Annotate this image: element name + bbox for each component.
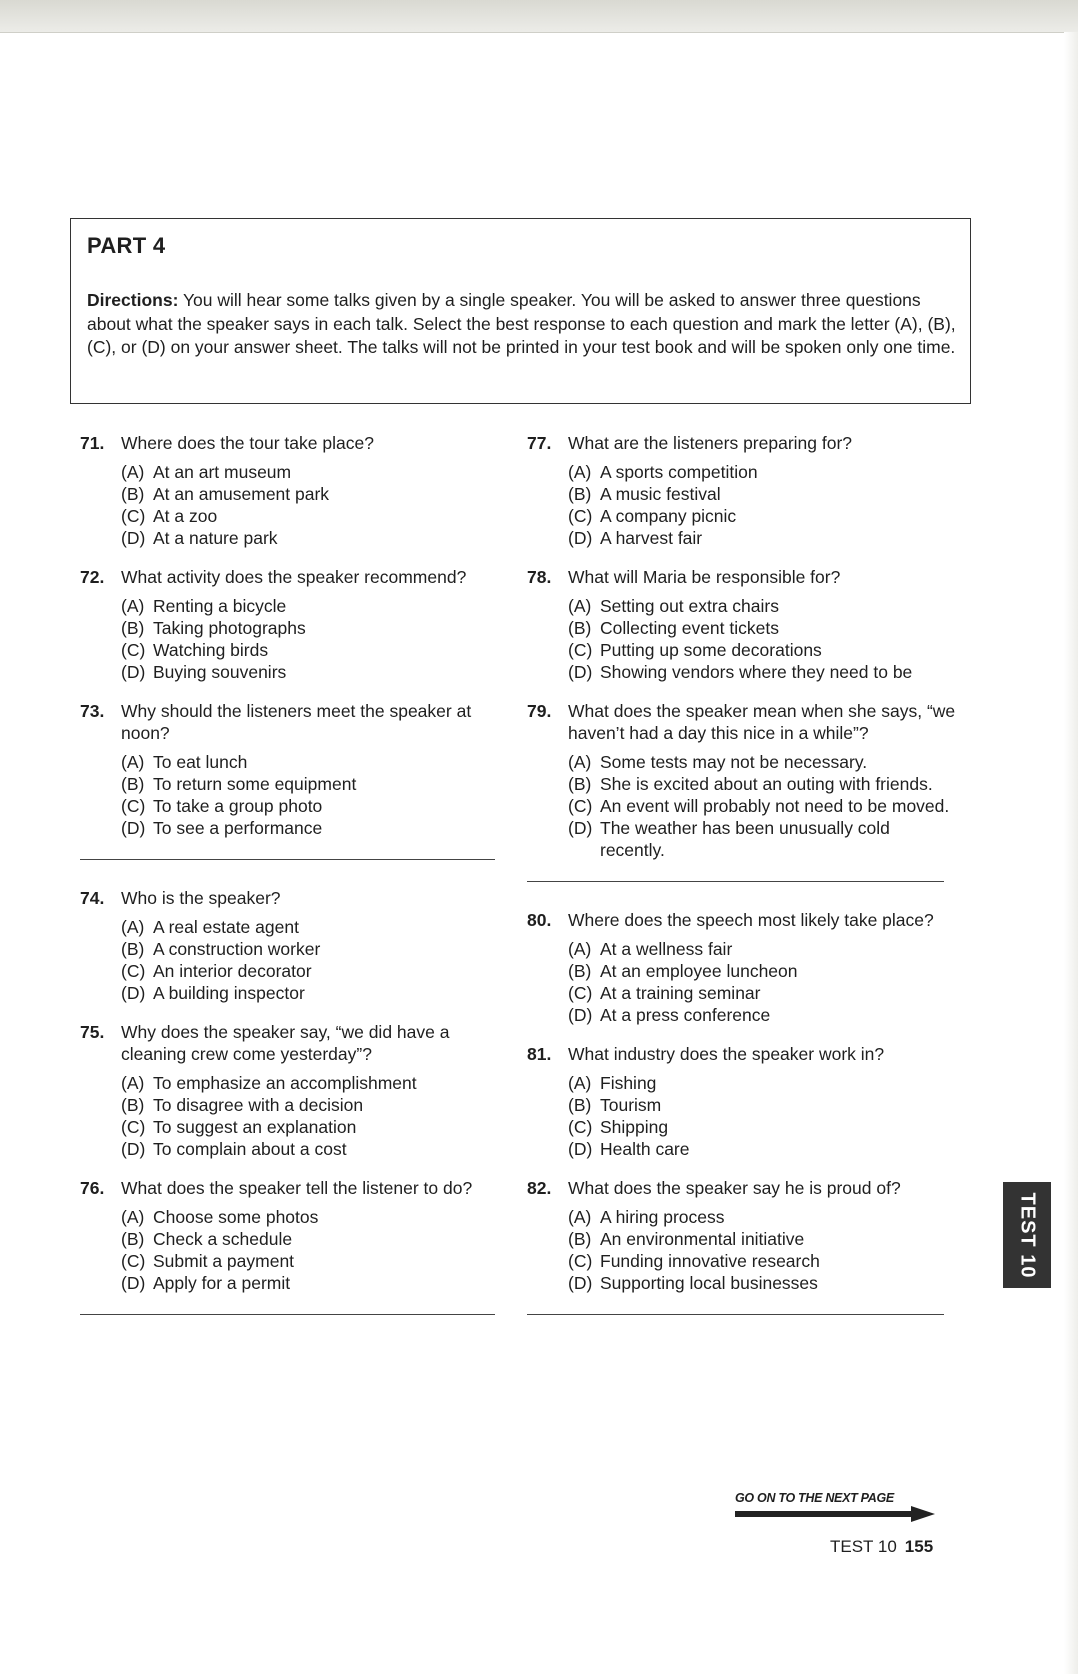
question-text: What are the listeners preparing for?: [568, 433, 853, 453]
option-d: [121, 527, 495, 549]
option-c: [568, 505, 957, 527]
option-d: [121, 982, 495, 1004]
option-letter: (B): [568, 1229, 592, 1249]
question-72: [80, 566, 495, 683]
option-b: [121, 483, 495, 505]
right-column: [527, 432, 957, 1342]
option-text: At a nature park: [153, 528, 278, 548]
talk-divider: [527, 1314, 944, 1315]
option-letter: (C): [121, 1117, 146, 1137]
option-text: Buying souvenirs: [153, 662, 287, 682]
option-text: To emphasize an accomplishment: [153, 1073, 417, 1093]
option-letter: (A): [121, 462, 145, 482]
option-letter: (D): [121, 662, 146, 682]
part-title: PART 4: [87, 233, 166, 258]
option-text: A hiring process: [600, 1207, 725, 1227]
option-b: [121, 938, 495, 960]
option-letter: (C): [121, 1251, 146, 1271]
option-c: [121, 795, 495, 817]
left-column: [80, 432, 495, 1342]
option-c: [121, 639, 495, 661]
page-number: 155: [904, 1537, 934, 1556]
option-text: At a wellness fair: [600, 939, 733, 959]
question-text: What does the speaker mean when she says, “we haven’t had a day this nice in a while”?: [568, 701, 956, 743]
option-letter: (D): [121, 1139, 146, 1159]
option-b: [568, 483, 957, 505]
option-letter: (D): [568, 1139, 593, 1159]
option-letter: (B): [121, 939, 145, 959]
option-text: Fishing: [600, 1073, 657, 1093]
option-letter: (C): [121, 796, 146, 816]
option-a: [121, 916, 495, 938]
question-text: What will Maria be responsible for?: [568, 567, 841, 587]
talk-divider: [80, 859, 495, 860]
go-on-label: GO ON TO THE NEXT PAGE: [735, 1491, 894, 1505]
option-letter: (C): [121, 506, 146, 526]
option-a: [568, 1072, 957, 1094]
footer-test-label: TEST 10: [830, 1537, 897, 1556]
option-c: [568, 1250, 957, 1272]
talk-divider: [80, 1314, 495, 1315]
option-b: [568, 617, 957, 639]
option-text: Submit a payment: [153, 1251, 295, 1271]
option-a: [568, 938, 957, 960]
option-b: [568, 1228, 957, 1250]
option-text: To suggest an explanation: [153, 1117, 357, 1137]
option-d: [568, 1138, 957, 1160]
option-letter: (B): [568, 1095, 592, 1115]
option-letter: (A): [568, 462, 592, 482]
option-letter: (B): [121, 1095, 145, 1115]
option-d: [121, 817, 495, 839]
question-79: [527, 700, 957, 861]
option-text: An event will probably not need to be moved.: [600, 796, 950, 816]
option-text: Showing vendors where they need to be: [600, 662, 913, 682]
option-text: A harvest fair: [600, 528, 703, 548]
option-letter: (A): [121, 1073, 145, 1093]
option-c: [121, 960, 495, 982]
option-text: Setting out extra chairs: [600, 596, 779, 616]
option-b: [121, 1228, 495, 1250]
option-b: [121, 1094, 495, 1116]
option-text: At an amusement park: [153, 484, 330, 504]
talk-divider: [527, 881, 944, 882]
question-number: 82.: [527, 1178, 552, 1198]
question-76: [80, 1177, 495, 1294]
option-a: [121, 595, 495, 617]
question-number: 78.: [527, 567, 552, 587]
option-letter: (D): [568, 528, 593, 548]
option-letter: (D): [568, 1005, 593, 1025]
option-text: A construction worker: [153, 939, 321, 959]
option-text: She is excited about an outing with friends.: [600, 774, 933, 794]
question-78: [527, 566, 957, 683]
question-80: [527, 909, 957, 1026]
option-text: At a press conference: [600, 1005, 771, 1025]
question-number: 81.: [527, 1044, 552, 1064]
option-letter: (A): [568, 939, 592, 959]
question-number: 77.: [527, 433, 552, 453]
option-b: [568, 960, 957, 982]
option-a: [121, 1206, 495, 1228]
option-letter: (A): [121, 1207, 145, 1227]
page-edge-shadow: [1064, 32, 1078, 1674]
option-letter: (B): [121, 484, 145, 504]
directions-box: [70, 218, 971, 404]
option-d: [568, 817, 957, 861]
option-text: The weather has been unusually cold recently.: [600, 818, 890, 860]
option-letter: (D): [568, 662, 593, 682]
option-text: Supporting local businesses: [600, 1273, 818, 1293]
option-a: [568, 751, 957, 773]
option-text: Tourism: [600, 1095, 662, 1115]
option-letter: (D): [568, 818, 593, 838]
question-71: [80, 432, 495, 549]
option-c: [568, 1116, 957, 1138]
option-text: A music festival: [600, 484, 721, 504]
option-d: [121, 1272, 495, 1294]
option-d: [568, 661, 957, 683]
option-text: At an employee luncheon: [600, 961, 798, 981]
option-d: [121, 1138, 495, 1160]
question-number: 80.: [527, 910, 552, 930]
page-footer: [830, 1537, 933, 1557]
option-letter: (C): [568, 640, 593, 660]
question-text: What industry does the speaker work in?: [568, 1044, 885, 1064]
option-b: [568, 773, 957, 795]
option-letter: (C): [568, 506, 593, 526]
option-text: To take a group photo: [153, 796, 323, 816]
option-c: [568, 795, 957, 817]
option-letter: (A): [568, 596, 592, 616]
question-number: 75.: [80, 1022, 105, 1042]
option-letter: (A): [121, 752, 145, 772]
test-section-tab-label: TEST 10: [1016, 1192, 1039, 1278]
option-letter: (A): [568, 1073, 592, 1093]
scan-top-strip: [0, 0, 1078, 33]
option-text: Putting up some decorations: [600, 640, 822, 660]
option-text: To return some equipment: [153, 774, 357, 794]
option-text: Check a schedule: [153, 1229, 293, 1249]
question-77: [527, 432, 957, 549]
option-text: An environmental initiative: [600, 1229, 805, 1249]
option-letter: (C): [568, 983, 593, 1003]
option-text: Shipping: [600, 1117, 669, 1137]
directions-lead: Directions:: [87, 290, 179, 310]
option-c: [568, 639, 957, 661]
option-c: [568, 982, 957, 1004]
option-text: At a zoo: [153, 506, 218, 526]
option-text: Choose some photos: [153, 1207, 319, 1227]
question-81: [527, 1043, 957, 1160]
option-a: [568, 1206, 957, 1228]
option-a: [568, 595, 957, 617]
question-75: [80, 1021, 495, 1160]
option-letter: (B): [121, 774, 145, 794]
option-letter: (B): [121, 618, 145, 638]
option-text: Renting a bicycle: [153, 596, 287, 616]
option-letter: (A): [568, 752, 592, 772]
option-c: [121, 1250, 495, 1272]
option-text: To eat lunch: [153, 752, 248, 772]
option-b: [568, 1094, 957, 1116]
option-letter: (C): [121, 961, 146, 981]
option-letter: (B): [568, 774, 592, 794]
question-text: What does the speaker say he is proud of?: [568, 1178, 901, 1198]
option-d: [568, 1272, 957, 1294]
option-text: To see a performance: [153, 818, 323, 838]
option-letter: (D): [121, 528, 146, 548]
option-text: Taking photographs: [153, 618, 306, 638]
option-letter: (D): [121, 1273, 146, 1293]
option-letter: (A): [121, 596, 145, 616]
option-a: [121, 751, 495, 773]
option-b: [121, 617, 495, 639]
option-d: [568, 1004, 957, 1026]
question-text: Who is the speaker?: [121, 888, 281, 908]
option-d: [568, 527, 957, 549]
test-section-tab: [1003, 1182, 1051, 1288]
question-text: Why should the listeners meet the speaker at noon?: [121, 701, 472, 743]
option-letter: (B): [568, 961, 592, 981]
option-letter: (D): [568, 1273, 593, 1293]
option-text: A building inspector: [153, 983, 305, 1003]
option-text: Collecting event tickets: [600, 618, 779, 638]
option-text: Health care: [600, 1139, 690, 1159]
option-text: Apply for a permit: [153, 1273, 291, 1293]
option-letter: (C): [568, 1117, 593, 1137]
question-number: 76.: [80, 1178, 105, 1198]
option-letter: (A): [121, 917, 145, 937]
option-text: A company picnic: [600, 506, 737, 526]
directions-body: You will hear some talks given by a single speaker. You will be asked to answer three questions about what the speaker says in each talk. Select the best response to each question and mark the letter (A), (B), (C), or (D) on your answer sheet. The talks will not be printed in your test book and will be spoken only one time.: [87, 290, 956, 357]
option-letter: (C): [121, 640, 146, 660]
question-74: [80, 887, 495, 1004]
question-number: 73.: [80, 701, 105, 721]
option-text: To disagree with a decision: [153, 1095, 364, 1115]
option-letter: (C): [568, 1251, 593, 1271]
option-d: [121, 661, 495, 683]
question-number: 72.: [80, 567, 105, 587]
option-text: A real estate agent: [153, 917, 299, 937]
option-a: [121, 1072, 495, 1094]
option-a: [121, 461, 495, 483]
question-number: 79.: [527, 701, 552, 721]
next-page-arrow-icon: [735, 1506, 935, 1522]
option-text: Funding innovative research: [600, 1251, 820, 1271]
option-b: [121, 773, 495, 795]
question-text: Where does the speech most likely take place?: [568, 910, 934, 930]
option-text: To complain about a cost: [153, 1139, 347, 1159]
option-c: [121, 505, 495, 527]
question-82: [527, 1177, 957, 1294]
option-text: At a training seminar: [600, 983, 761, 1003]
option-text: An interior decorator: [153, 961, 312, 981]
question-number: 74.: [80, 888, 105, 908]
option-a: [568, 461, 957, 483]
option-text: A sports competition: [600, 462, 758, 482]
option-letter: (D): [121, 983, 146, 1003]
option-letter: (A): [568, 1207, 592, 1227]
question-text: Why does the speaker say, “we did have a cleaning crew come yesterday”?: [121, 1022, 450, 1064]
option-text: Some tests may not be necessary.: [600, 752, 868, 772]
option-letter: (D): [121, 818, 146, 838]
option-letter: (B): [568, 484, 592, 504]
option-letter: (B): [568, 618, 592, 638]
option-c: [121, 1116, 495, 1138]
option-text: At an art museum: [153, 462, 292, 482]
directions-text: [87, 289, 956, 360]
option-letter: (B): [121, 1229, 145, 1249]
question-text: What does the speaker tell the listener to do?: [121, 1178, 473, 1198]
option-text: Watching birds: [153, 640, 269, 660]
question-text: What activity does the speaker recommend?: [121, 567, 467, 587]
option-letter: (C): [568, 796, 593, 816]
question-number: 71.: [80, 433, 105, 453]
question-text: Where does the tour take place?: [121, 433, 374, 453]
question-73: [80, 700, 495, 839]
